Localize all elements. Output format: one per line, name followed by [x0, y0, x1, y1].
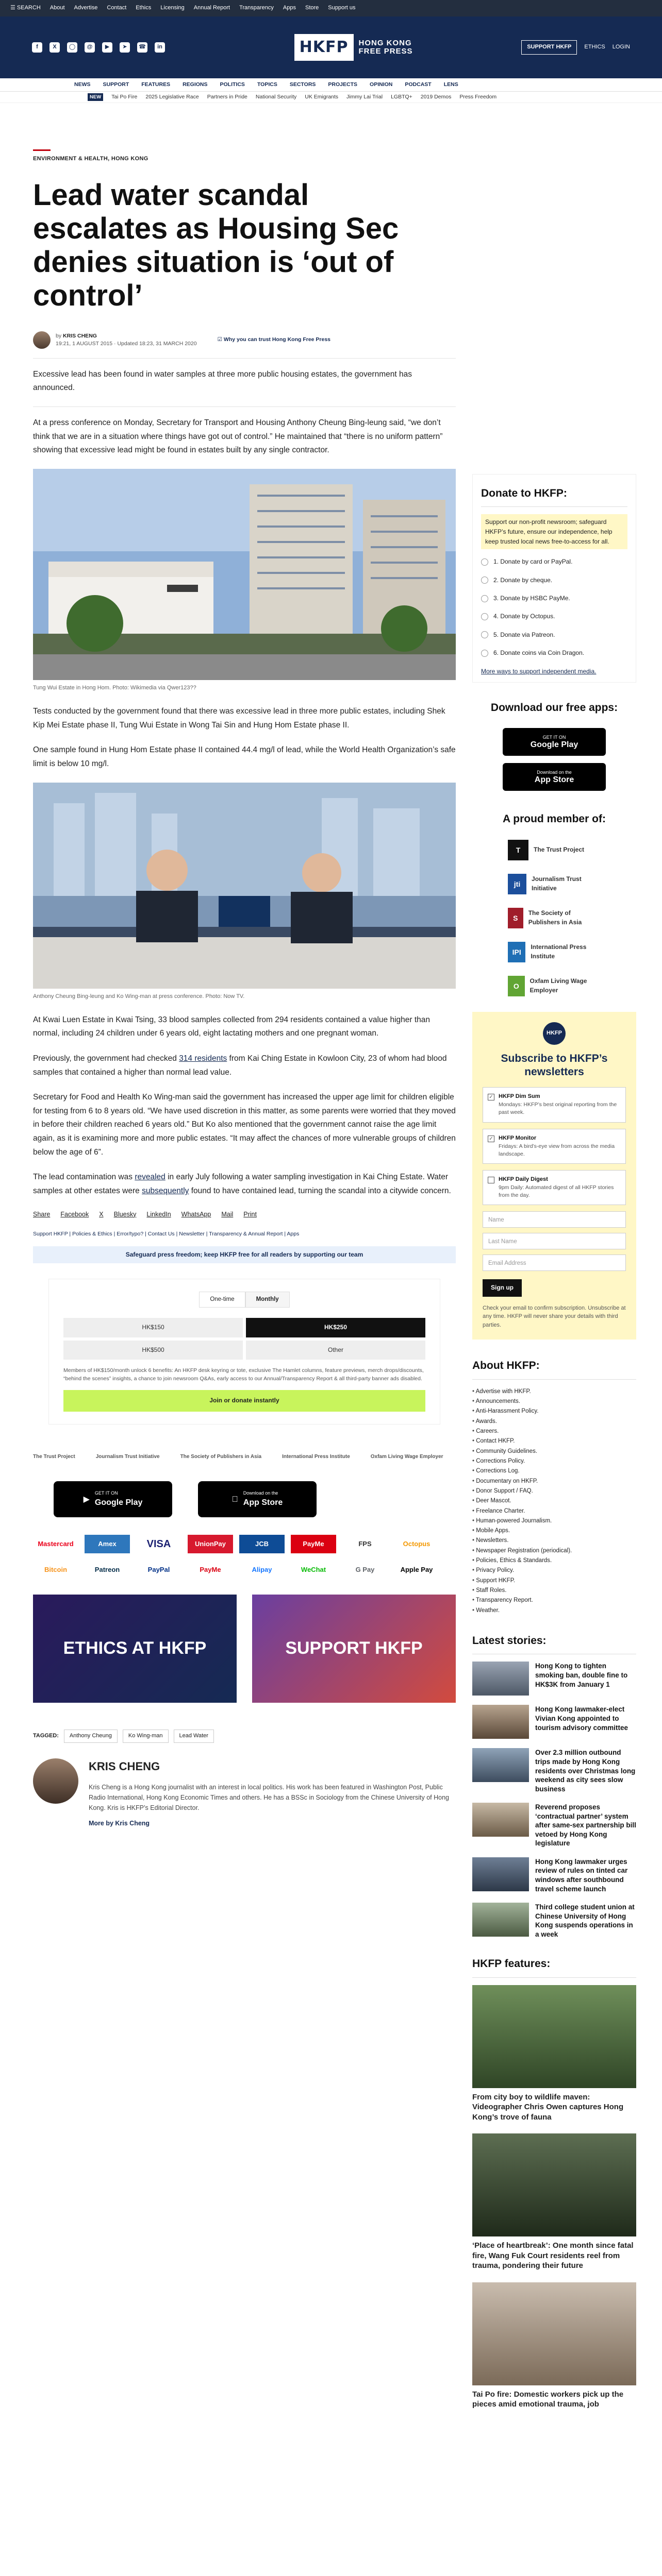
donate-title: Donate to HKFP:: [481, 481, 627, 507]
ethics-link[interactable]: ETHICS: [584, 44, 605, 50]
paragraph: The lead contamination was revealed in early July following a water sampling investigation in Kai Ching Estate. Water samples at other estates were subsequently found to have contained lead, turning the scandal into a citywide concern.: [33, 1173, 451, 1196]
nav-topics[interactable]: TOPICS: [257, 81, 277, 88]
logo-line-1: HONG KONG: [358, 38, 412, 47]
about-link[interactable]: • Weather.: [472, 1606, 636, 1616]
inline-link[interactable]: subsequently: [142, 1187, 189, 1196]
share-linkedin[interactable]: LinkedIn: [146, 1210, 171, 1218]
whatsapp-icon[interactable]: ☎: [137, 42, 147, 53]
ethics-banner[interactable]: ETHICS AT HKFP: [33, 1595, 237, 1703]
about-link[interactable]: • Support HKFP.: [472, 1576, 636, 1586]
paragraph: Excessive lead has been found in water samples at three more public housing estates, the government has announced.: [33, 369, 412, 393]
support-banner[interactable]: SUPPORT HKFP: [252, 1595, 456, 1703]
about-link[interactable]: • Announcements.: [472, 1397, 636, 1406]
checkbox-icon[interactable]: [488, 1177, 494, 1183]
trending-item[interactable]: 2025 Legislative Race: [145, 93, 199, 100]
new-badge: NEW: [88, 93, 103, 101]
about-link[interactable]: • Advertise with HKFP.: [472, 1387, 636, 1397]
member-ipi[interactable]: IPI International Press Institute: [508, 942, 601, 962]
about-link[interactable]: • Newsletters.: [472, 1536, 636, 1546]
radio-icon: [481, 650, 488, 657]
author-avatar-large[interactable]: [33, 1758, 78, 1804]
about-link[interactable]: • Staff Roles.: [472, 1586, 636, 1596]
amount-options: [63, 1318, 425, 1360]
share-facebook[interactable]: Facebook: [60, 1210, 89, 1218]
trending-item[interactable]: LGBTQ+: [391, 93, 412, 100]
facebook-icon[interactable]: f: [32, 42, 42, 53]
member-logo[interactable]: Journalism Trust Initiative: [95, 1453, 160, 1460]
amount-option[interactable]: HK$150: [63, 1318, 243, 1337]
member-benefits: Members of HK$150/month unlock 6 benefits: An HKFP desk keyring or tote, exclusive The Hamlet columns, feature previews, merch drops/discounts, “behind the scenes” insights, a chance to join newsroom Q&As, early access to our Annual/Transparency Report & all third-party banner ads disabled.: [63, 1367, 424, 1382]
divider: [33, 406, 456, 407]
paragraph: Tests conducted by the government found that there was excessive lead in three more public estates, including Shek Kip Mei Estate phase II, Tung Wui Estate in Wong Tai Sin and Hung Hom Estate phase II.: [33, 706, 445, 730]
sidebar-donate: [472, 474, 636, 683]
nav-politics[interactable]: POLITICS: [220, 81, 245, 88]
feature-story[interactable]: Tai Po fire: Domestic workers pick up the pieces amid emotional trauma, job: [472, 2282, 636, 2410]
story-thumbnail[interactable]: [472, 1803, 529, 1837]
paragraph: One sample found in Hung Hom Estate phase II contained 44.4 mg/l of lead, while the World Health Organization’s safe limit is below 10 mg/l.: [33, 745, 456, 768]
payment-logo: PayMe: [200, 1565, 221, 1573]
radio-icon: [481, 595, 488, 602]
author-avatar[interactable]: [33, 331, 51, 349]
about-link[interactable]: • Mobile Apps.: [472, 1526, 636, 1536]
member-oxfam[interactable]: O Oxfam Living Wage Employer: [508, 976, 601, 996]
paragraph: Secretary for Food and Health Ko Wing-man said the government has increased the upper age limit for children eligible for testing from 6 to 8 years old. “We have used discretion in this matter, as some parents were worried that they moved in before their children reached 6 years old.” But Ko also mentioned that the government cannot raise the age limit again, as it is examining more and more public estates. “It may affect the chances of more vulnerable groups of children below the age of 6”.: [33, 1093, 456, 1157]
divider: [33, 358, 456, 359]
payment-logo: Apple Pay: [400, 1565, 433, 1573]
member-logo[interactable]: The Trust Project: [33, 1453, 75, 1460]
about-link[interactable]: • Documentary on HKFP.: [472, 1477, 636, 1486]
name-input[interactable]: Name: [483, 1211, 626, 1228]
press-illustration: [33, 783, 456, 989]
more-by-author-link[interactable]: More by Kris Cheng: [89, 1820, 150, 1827]
member-logo[interactable]: Oxfam Living Wage Employer: [370, 1453, 443, 1460]
share-print[interactable]: Print: [243, 1210, 257, 1218]
email-input[interactable]: Email Address: [483, 1255, 626, 1271]
nav-lens[interactable]: LENS: [443, 81, 458, 88]
trending-item[interactable]: National Security: [255, 93, 297, 100]
about-link[interactable]: • Transparency Report.: [472, 1596, 636, 1605]
estate-photo: [33, 469, 456, 680]
sidebar-app-store-button[interactable]: Download on the App Store: [503, 763, 606, 791]
press-conference-photo: [33, 783, 456, 989]
feature-story[interactable]: ‘Place of heartbreak’: One month since fatal fire, Wang Fuk Court residents reel from trauma, pondering their future: [472, 2133, 636, 2271]
radio-icon: [481, 631, 488, 638]
donate-method[interactable]: 3. Donate by HSBC PayMe.: [481, 594, 627, 603]
newsletter-signup: [472, 1012, 636, 1340]
radio-icon: [481, 613, 488, 620]
about-link[interactable]: • Human-powered Journalism.: [472, 1516, 636, 1526]
member-title: A proud member of:: [503, 813, 606, 825]
byline: [33, 331, 456, 349]
subscribe-note: Check your email to confirm subscription. Unsubscribe at any time. HKFP will never share your details with third parties.: [483, 1304, 626, 1328]
top-utility-bar: [0, 0, 662, 16]
trending-item[interactable]: Tai Po Fire: [111, 93, 138, 100]
promo-banners: [33, 1595, 456, 1703]
author-bio: Kris Cheng is a Hong Kong journalist with an interest in local politics. His work has been featured in Washington Post, Public Radio International, Hong Kong Economic Times and others. He has a BSSc in Sociology from the Chinese University of Hong Kong. Kris is HKFP’s Editorial Director.: [89, 1784, 449, 1812]
radio-icon: [481, 577, 488, 584]
subscribe-title: Subscribe to HKFP’s newsletters: [501, 1052, 608, 1078]
payment-methods: [33, 1535, 456, 1579]
trust-link[interactable]: ☑ Why you can trust Hong Kong Free Press: [217, 336, 331, 343]
about-link[interactable]: • Community Guidelines.: [472, 1447, 636, 1456]
apps-title: Download our free apps:: [490, 701, 618, 714]
trending-item[interactable]: Jimmy Lai Trial: [346, 93, 383, 100]
tag[interactable]: Anthony Cheung: [64, 1730, 118, 1743]
about-link[interactable]: • Anti-Harassment Policy.: [472, 1406, 636, 1416]
feature-image[interactable]: [472, 1985, 636, 2088]
sidebar: [472, 474, 636, 2421]
x-icon[interactable]: X: [49, 42, 60, 53]
about-link[interactable]: • Corrections Log.: [472, 1466, 636, 1476]
topbar-link-support[interactable]: Support us: [328, 5, 356, 11]
article-title: Lead water scandal escalates as Housing Sec denies situation is ‘out of control’: [33, 178, 399, 312]
latest-story[interactable]: Hong Kong to tighten smoking ban, double fine to HK$3K from January 1: [472, 1662, 636, 1696]
author-line: by KRIS CHENG 19:21, 1 AUGUST 2015 · Updated 18:23, 31 MARCH 2020: [56, 332, 197, 347]
member-trust-project[interactable]: T The Trust Project: [508, 840, 601, 860]
safeguard-banner[interactable]: Safeguard press freedom; keep HKFP free for all readers by supporting our team: [33, 1246, 456, 1263]
latest-story[interactable]: Hong Kong lawmaker urges review of rules on tinted car windows after southbound travel scheme launch: [472, 1857, 636, 1893]
app-store-button[interactable]: Download on the App Store: [198, 1481, 317, 1517]
join-button[interactable]: Join or donate instantly: [63, 1390, 425, 1411]
topbar-link-contact[interactable]: Contact: [107, 5, 127, 11]
apple-icon: [232, 1494, 238, 1505]
member-jti[interactable]: jti Journalism Trust Initiative: [508, 874, 601, 894]
checkbox-checked-icon[interactable]: ✓: [488, 1136, 494, 1142]
topbar-link-annual-report[interactable]: Annual Report: [193, 5, 230, 11]
member-logos-strip: [33, 1453, 456, 1461]
amount-option-selected[interactable]: HK$250: [246, 1318, 425, 1337]
photo-caption: Anthony Cheung Bing-leung and Ko Wing-man at press conference. Photo: Now TV.: [33, 993, 245, 999]
instagram-icon[interactable]: ◯: [67, 42, 77, 53]
nav-news[interactable]: NEWS: [74, 81, 91, 88]
trending-item[interactable]: Press Freedom: [459, 93, 497, 100]
share-mail[interactable]: Mail: [221, 1210, 234, 1218]
donate-method[interactable]: 5. Donate via Patreon.: [481, 631, 627, 639]
newsletter-option[interactable]: HKFP Daily Digest 9pm Daily: Automated digest of all HKFP stories from the day.: [483, 1170, 626, 1205]
share-bluesky[interactable]: Bluesky: [113, 1210, 137, 1218]
app-store-row: [33, 1481, 456, 1517]
inline-link[interactable]: revealed: [135, 1173, 166, 1182]
paragraph: Previously, the government had checked 314 residents from Kai Ching Estate in Kowloon City, 23 of whom had blood samples that contained a higher than normal lead value.: [33, 1054, 447, 1077]
logo-line-2: FREE PRESS: [358, 47, 413, 56]
linkedin-icon[interactable]: in: [155, 42, 165, 53]
about-link[interactable]: • Corrections Policy.: [472, 1456, 636, 1466]
latest-story[interactable]: Over 2.3 million outbound trips made by Hong Kong residents over Christmas long weekend as city sees slow business: [472, 1748, 636, 1793]
tag[interactable]: Lead Water: [174, 1730, 214, 1743]
payment-logo: UnionPay: [188, 1535, 233, 1553]
article: [33, 149, 456, 1828]
payment-logo: JCB: [239, 1535, 285, 1553]
inline-link[interactable]: 314 residents: [179, 1054, 227, 1063]
play-icon: ▶: [83, 1495, 90, 1504]
google-play-button[interactable]: ▶ GET IT ON Google Play: [54, 1481, 172, 1517]
newsletter-option[interactable]: ✓ HKFP Dim Sum Mondays: HKFP’s best original reporting from the past week.: [483, 1087, 626, 1122]
nav-support[interactable]: SUPPORT: [103, 81, 129, 88]
payment-logo: VISA: [146, 1538, 171, 1550]
latest-story[interactable]: Third college student union at Chinese University of Hong Kong suspends operations in a week: [472, 1903, 636, 1939]
nav-projects[interactable]: PROJECTS: [328, 81, 358, 88]
trending-item[interactable]: Partners in Pride: [207, 93, 247, 100]
feature-story[interactable]: From city boy to wildlife maven: Videographer Chris Owen captures Hong Kong’s trove of fauna: [472, 1985, 636, 2123]
about-links: [472, 1387, 636, 1616]
story-thumbnail[interactable]: [472, 1705, 529, 1739]
donate-method[interactable]: 6. Donate coins via Coin Dragon.: [481, 649, 627, 657]
payment-logo: Mastercard: [38, 1539, 74, 1548]
login-link[interactable]: LOGIN: [612, 44, 630, 50]
payment-logo: Octopus: [403, 1539, 431, 1548]
amount-option[interactable]: HK$500: [63, 1341, 243, 1360]
payment-logo: Alipay: [252, 1565, 272, 1573]
nav-opinion[interactable]: OPINION: [370, 81, 393, 88]
about-link[interactable]: • Deer Mascot.: [472, 1496, 636, 1506]
member-logo[interactable]: The Society of Publishers in Asia: [180, 1453, 262, 1460]
category-accent: [33, 149, 51, 151]
author-name[interactable]: KRIS CHENG: [63, 332, 97, 339]
amount-option[interactable]: Other: [246, 1341, 425, 1360]
trending-bar: [0, 92, 662, 103]
sidebar-google-play-button[interactable]: GET IT ON Google Play: [503, 728, 606, 756]
share-label: Share: [33, 1210, 51, 1218]
payment-logo: G Pay: [355, 1565, 375, 1573]
payment-logo: FPS: [358, 1539, 372, 1548]
story-thumbnail[interactable]: [472, 1662, 529, 1696]
more-ways-link[interactable]: More ways to support independent media.: [481, 667, 597, 675]
latest-story[interactable]: Hong Kong lawmaker-elect Vivian Kong appointed to tourism advisory committee: [472, 1705, 636, 1739]
about-link[interactable]: • Privacy Policy.: [472, 1566, 636, 1575]
threads-icon[interactable]: @: [85, 42, 95, 53]
support-hkfp-button[interactable]: SUPPORT HKFP: [521, 40, 577, 55]
signup-button[interactable]: Sign up: [483, 1279, 522, 1296]
latest-story[interactable]: Reverend proposes ‘contractual partner’ system after same-sex partnership bill vetoed by Hong Kong legislature: [472, 1803, 636, 1848]
about-link[interactable]: • Careers.: [472, 1427, 636, 1436]
estate-illustration: [33, 469, 456, 680]
checkbox-checked-icon[interactable]: ✓: [488, 1094, 494, 1100]
nav-sectors[interactable]: SECTORS: [289, 81, 316, 88]
donate-method[interactable]: 1. Donate by card or PayPal.: [481, 557, 627, 566]
nav-podcast[interactable]: PODCAST: [405, 81, 432, 88]
donate-method[interactable]: 2. Donate by cheque.: [481, 576, 627, 585]
trending-item[interactable]: 2019 Demos: [420, 93, 452, 100]
payment-logo: PayPal: [147, 1565, 170, 1573]
paragraph: At a press conference on Monday, Secretary for Transport and Housing Anthony Cheung Bing-leung said, “we don’t think that we are in a situation where things have got out of control.” He maintained that “there is no uniform pattern” showing that excessive lead might be found in estates built by any single contractor.: [33, 418, 443, 455]
radio-icon: [481, 558, 488, 566]
tag[interactable]: Ko Wing-man: [123, 1730, 169, 1743]
payment-logo: PayMe: [291, 1535, 336, 1553]
site-header: [0, 16, 662, 78]
tags-label: TAGGED:: [33, 1733, 59, 1739]
photo-caption: Tung Wui Estate in Hong Hom. Photo: Wikimedia via Qwer123??: [33, 685, 196, 691]
story-thumbnail[interactable]: [472, 1903, 529, 1937]
author-box-name[interactable]: KRIS CHENG: [89, 1760, 160, 1773]
topbar-link-store[interactable]: Store: [305, 5, 319, 11]
newsletter-option[interactable]: ✓ HKFP Monitor Fridays: A bird’s-eye view from across the media landscape.: [483, 1129, 626, 1164]
story-thumbnail[interactable]: [472, 1748, 529, 1782]
about-link[interactable]: • Newspaper Registration (periodical).: [472, 1546, 636, 1556]
telegram-icon[interactable]: ➤: [120, 42, 130, 53]
hkfp-logo[interactable]: HKFP HONG KONG FREE PRESS: [294, 34, 413, 61]
about-title: About HKFP:: [472, 1353, 636, 1379]
author-box: [33, 1758, 456, 1828]
main-nav: [0, 78, 662, 92]
about-link[interactable]: • Donor Support / FAQ.: [472, 1486, 636, 1496]
share-whatsapp[interactable]: WhatsApp: [181, 1210, 211, 1218]
donate-intro: Support our non-profit newsroom; safeguard HKFP’s future, ensure our independence, help keep trusted local news free-to-access for all.: [481, 514, 627, 549]
topbar-link-licensing[interactable]: Licensing: [160, 5, 185, 11]
topbar-link-about[interactable]: About: [49, 5, 65, 11]
donate-method[interactable]: 4. Donate by Octopus.: [481, 612, 627, 621]
toggle-monthly[interactable]: Monthly: [245, 1292, 290, 1308]
article-category[interactable]: ENVIRONMENT & HEALTH, HONG KONG: [33, 156, 148, 162]
frequency-toggle: [63, 1292, 425, 1308]
payment-logo: Bitcoin: [44, 1565, 68, 1573]
topbar-link-ethics[interactable]: Ethics: [136, 5, 152, 11]
feature-image[interactable]: [472, 2282, 636, 2385]
last-name-input[interactable]: Last Name: [483, 1233, 626, 1249]
member-sopa[interactable]: S The Society of Publishers in Asia: [508, 908, 601, 928]
share-bar: [33, 1210, 456, 1219]
features-title: HKFP features:: [472, 1951, 636, 1977]
share-x[interactable]: X: [99, 1210, 104, 1218]
about-link[interactable]: • Contact HKFP.: [472, 1436, 636, 1446]
paragraph: At Kwai Luen Estate in Kwai Tsing, 33 blood samples collected from 294 residents contained a value higher than normal, including 24 children under 6 years old, eight lactating mothers and one pregnant woman.: [33, 1015, 431, 1038]
about-link[interactable]: • Freelance Charter.: [472, 1506, 636, 1516]
feature-image[interactable]: [472, 2133, 636, 2236]
toggle-one-time[interactable]: One-time: [199, 1292, 245, 1308]
nav-regions[interactable]: REGIONS: [183, 81, 208, 88]
about-link[interactable]: • Policies, Ethics & Standards.: [472, 1556, 636, 1566]
story-thumbnail[interactable]: [472, 1857, 529, 1891]
nav-features[interactable]: FEATURES: [141, 81, 171, 88]
trending-item[interactable]: UK Emigrants: [305, 93, 339, 100]
article-footer-links[interactable]: Support HKFP | Policies & Ethics | Error/typo? | Contact Us | Newsletter | Transparency & Annual Report | Apps: [33, 1230, 300, 1237]
topbar-link-apps[interactable]: Apps: [283, 5, 296, 11]
payment-logo: Amex: [85, 1535, 130, 1553]
topbar-link-transparency[interactable]: Transparency: [239, 5, 274, 11]
payment-logo: Patreon: [94, 1565, 120, 1573]
search-link[interactable]: ☰ SEARCH: [10, 5, 41, 11]
tag-list: [33, 1730, 456, 1743]
topbar-link-advertise[interactable]: Advertise: [74, 5, 98, 11]
article-dates: 19:21, 1 AUGUST 2015 · Updated 18:23, 31 MARCH 2020: [56, 340, 197, 347]
youtube-icon[interactable]: ▶: [102, 42, 112, 53]
about-link[interactable]: • Awards.: [472, 1417, 636, 1427]
social-links: [32, 42, 165, 53]
donation-widget: [48, 1279, 440, 1424]
member-logo[interactable]: International Press Institute: [282, 1453, 350, 1460]
payment-logo: WeChat: [301, 1565, 326, 1573]
hkfp-badge: HKFP: [543, 1022, 566, 1045]
latest-title: Latest stories:: [472, 1628, 636, 1654]
